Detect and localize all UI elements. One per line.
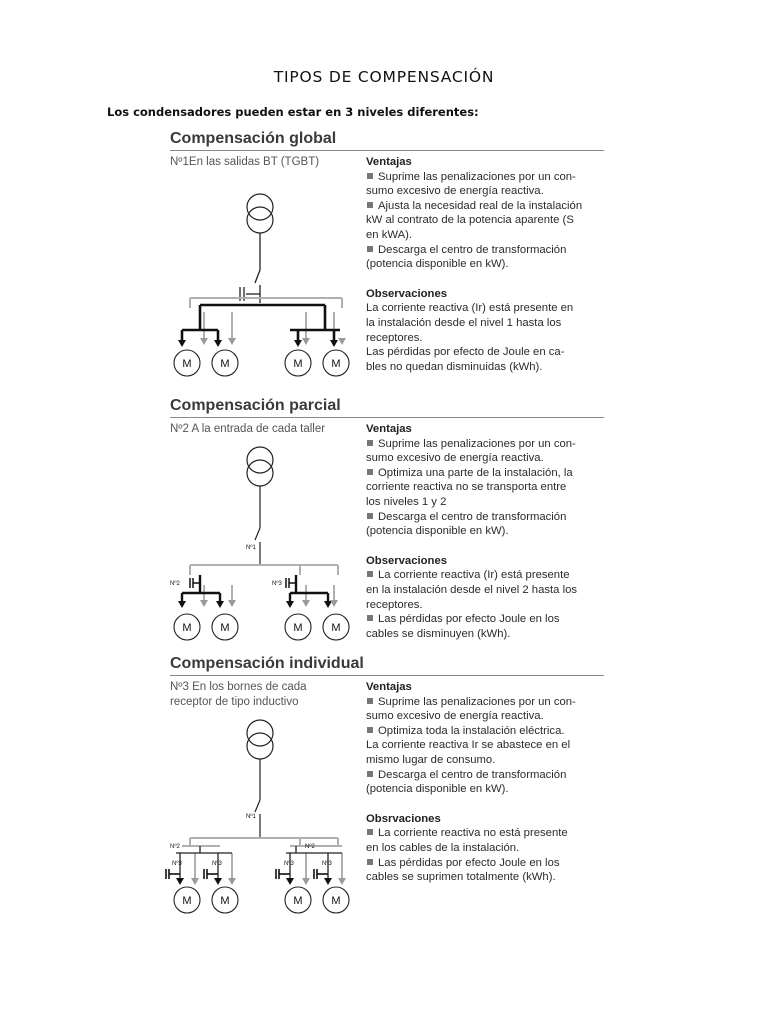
ventaja-line: kW al contrato de la potencia aparente (S xyxy=(366,214,574,227)
motor-label: M xyxy=(331,622,341,634)
observacion-line: Las pérdidas por efecto Joule en los xyxy=(366,612,608,627)
section-heading: Compensación parcial xyxy=(170,397,604,418)
ventaja-line: Suprime las penalizaciones por un con- xyxy=(366,170,608,185)
ventaja-line: La corriente reactiva Ir se abastece en el xyxy=(366,739,571,752)
ventajas-heading: Ventajas xyxy=(366,681,412,693)
ventaja-line: sumo excesivo de energía reactiva. xyxy=(366,185,544,198)
observacion-line: La corriente reactiva (Ir) está presente en xyxy=(366,302,574,315)
ventaja-line: en kWA). xyxy=(366,228,413,241)
observaciones-heading: Obsrvaciones xyxy=(366,812,441,825)
section-heading: Compensación global xyxy=(170,130,604,151)
level-label: Nº3 xyxy=(172,861,182,867)
motor-label: M xyxy=(182,895,192,907)
switch-icon xyxy=(255,528,260,540)
level-label: Nº1 xyxy=(246,545,256,551)
ventaja-line: corriente reactiva no se transporta entre xyxy=(366,481,567,494)
page-title: TIPOS DE COMPENSACIÓN xyxy=(273,68,495,86)
level-label: Nº1 xyxy=(246,814,256,820)
ventaja-line: Optimiza una parte de la instalación, la xyxy=(366,466,608,481)
observaciones-heading: Observaciones xyxy=(366,287,448,300)
section-description xyxy=(366,422,608,641)
switch-icon xyxy=(255,800,260,812)
section-description xyxy=(366,155,608,374)
ventaja-line: Ajusta la necesidad real de la instalación xyxy=(366,199,608,214)
ventaja-line: (potencia disponible en kW). xyxy=(366,525,509,538)
diagram-individual xyxy=(160,718,365,918)
section-subtitle: Nº3 En los bornes de cada receptor de tipo inductivo xyxy=(170,681,307,708)
level-label: Nº3 xyxy=(284,861,294,867)
ventaja-line: Descarga el centro de transformación xyxy=(366,768,608,783)
motor-label: M xyxy=(220,358,230,370)
ventaja-line: Descarga el centro de transformación xyxy=(366,243,608,258)
ventaja-line: Descarga el centro de transformación xyxy=(366,510,608,525)
switch-icon xyxy=(255,270,260,283)
observacion-line: La corriente reactiva no está presente xyxy=(366,826,608,841)
section-heading: Compensación individual xyxy=(170,655,604,676)
ventaja-line: Suprime las penalizaciones por un con- xyxy=(366,437,608,452)
diagram-parcial xyxy=(160,445,360,645)
motor-label: M xyxy=(293,358,303,370)
ventaja-line: (potencia disponible en kW). xyxy=(366,783,509,796)
section-description xyxy=(366,680,608,885)
ventaja-line: Optimiza toda la instalación eléctrica. xyxy=(366,724,608,739)
section-subtitle: Nº2 A la entrada de cada taller xyxy=(170,423,326,435)
motor-label: M xyxy=(293,895,303,907)
observacion-line: cables se disminuyen (kWh). xyxy=(366,627,511,640)
ventaja-line: Suprime las penalizaciones por un con- xyxy=(366,695,608,710)
level-label: Nº3 xyxy=(272,581,282,587)
ventajas-heading: Ventajas xyxy=(366,156,412,168)
level-label: Nº2 xyxy=(305,844,315,850)
motor-label: M xyxy=(220,622,230,634)
ventaja-line: (potencia disponible en kW). xyxy=(366,258,509,271)
level-label: Nº2 xyxy=(170,844,180,850)
observacion-line: receptores. xyxy=(366,598,423,611)
observacion-line: La corriente reactiva (Ir) está presente xyxy=(366,568,608,583)
observacion-line: bles no quedan disminuidas (kWh). xyxy=(366,360,543,373)
observacion-line: en la instalación desde el nivel 2 hasta los xyxy=(366,583,578,596)
level-label: Nº3 xyxy=(322,861,332,867)
observacion-line: cables se suprimen totalmente (kWh). xyxy=(366,871,556,884)
observacion-line: Las pérdidas por efecto Joule en los xyxy=(366,856,608,871)
intro-text: Los condensadores pueden estar en 3 niveles diferentes: xyxy=(107,105,479,119)
motor-label: M xyxy=(182,358,192,370)
level-label: Nº2 xyxy=(170,581,180,587)
motor-label: M xyxy=(331,895,341,907)
observacion-line: la instalación desde el nivel 1 hasta los xyxy=(366,316,562,329)
diagram-global xyxy=(160,190,360,385)
observacion-line: en los cables de la instalación. xyxy=(366,841,520,854)
section-subtitle: Nº1En las salidas BT (TGBT) xyxy=(170,156,320,168)
motor-label: M xyxy=(293,622,303,634)
observacion-line: receptores. xyxy=(366,331,423,344)
motor-label: M xyxy=(220,895,230,907)
observaciones-heading: Observaciones xyxy=(366,554,448,567)
section-global xyxy=(170,130,604,373)
ventaja-line: sumo excesivo de energía reactiva. xyxy=(366,710,544,723)
ventaja-line: sumo excesivo de energía reactiva. xyxy=(366,452,544,465)
motor-label: M xyxy=(182,622,192,634)
observacion-line: Las pérdidas por efecto de Joule en ca- xyxy=(366,346,565,359)
ventaja-line: mismo lugar de consumo. xyxy=(366,753,496,766)
ventajas-heading: Ventajas xyxy=(366,423,412,435)
level-label: Nº3 xyxy=(212,861,222,867)
motor-label: M xyxy=(331,358,341,370)
ventaja-line: los niveles 1 y 2 xyxy=(366,495,447,508)
